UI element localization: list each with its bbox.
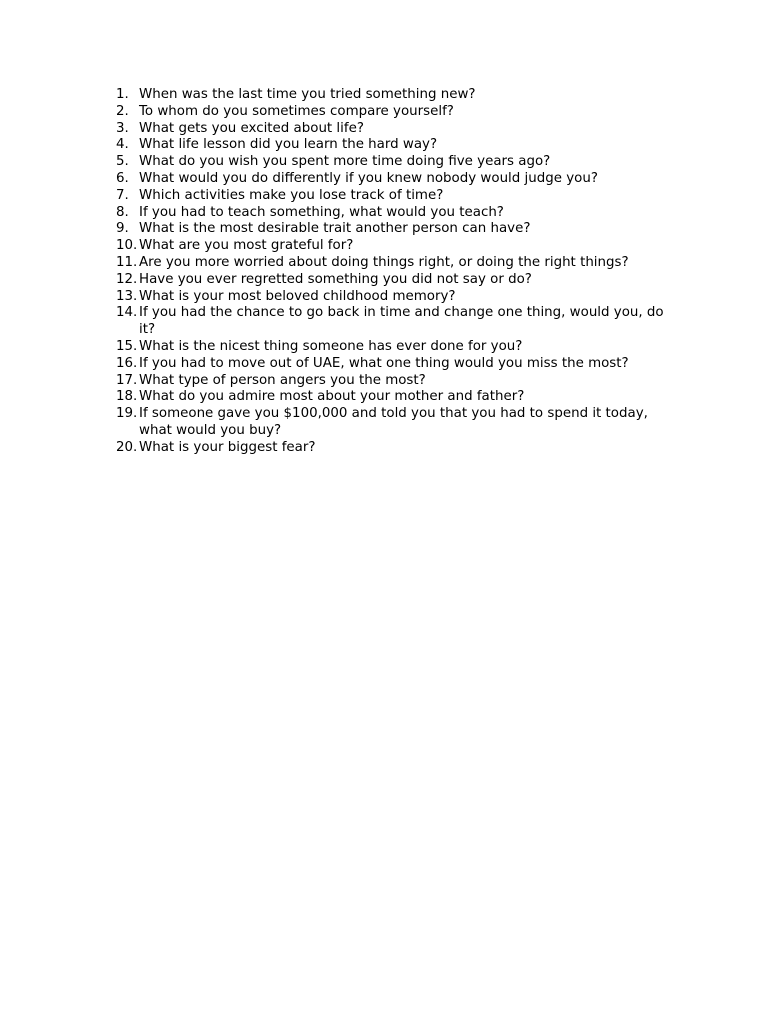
question-item-10 [116,238,676,255]
question-number: 15. [116,338,138,354]
question-item-19 [116,406,676,440]
question-text: What is the nicest thing someone has ever done for you? [139,338,523,354]
question-text: What type of person angers you the most? [139,372,426,388]
question-text: To whom do you sometimes compare yourself? [139,103,454,119]
question-text: What do you admire most about your mother and father? [139,389,525,405]
question-number: 1. [116,87,129,102]
question-number: 10. [116,238,138,254]
question-number: 18. [116,389,138,405]
question-number: 11. [116,254,138,270]
question-item-16 [116,356,676,373]
question-number: 4. [116,137,129,153]
question-text: If someone gave you $100,000 and told you that you had to spend it today, what would you buy? [139,406,648,438]
question-item-13 [116,289,676,306]
question-item-5 [116,154,676,171]
question-number: 14. [116,305,138,321]
question-item-15 [116,339,676,356]
question-item-4 [116,137,676,154]
question-text: What is the most desirable trait another person can have? [139,221,531,237]
question-number: 17. [116,372,138,388]
question-text: What would you do differently if you knew nobody would judge you? [139,170,598,186]
question-number: 7. [116,187,129,203]
question-text: If you had to teach something, what would you teach? [139,204,504,220]
question-item-20 [116,440,676,457]
question-number: 19. [116,406,138,422]
question-number: 12. [116,271,138,287]
question-item-2 [116,104,676,121]
question-item-7 [116,188,676,205]
question-item-8 [116,205,676,222]
question-item-17 [116,373,676,390]
question-number: 3. [116,120,129,136]
question-item-18 [116,389,676,406]
question-number: 5. [116,154,129,170]
question-list [116,87,676,457]
question-text: Which activities make you lose track of time? [139,187,444,203]
question-text: What are you most grateful for? [139,238,354,254]
question-item-14 [116,305,676,339]
question-number: 6. [116,170,129,186]
question-item-1 [116,87,676,104]
question-text: What is your most beloved childhood memory? [139,288,456,304]
question-text: What gets you excited about life? [139,120,364,136]
question-number: 2. [116,103,129,119]
question-number: 20. [116,439,138,455]
question-number: 8. [116,204,129,220]
question-number: 9. [116,221,129,237]
question-number: 13. [116,288,138,304]
question-item-3 [116,121,676,138]
question-item-9 [116,221,676,238]
question-text: What life lesson did you learn the hard way? [139,137,438,153]
question-text: Have you ever regretted something you did not say or do? [139,271,532,287]
question-number: 16. [116,355,138,371]
question-text: Are you more worried about doing things right, or doing the right things? [139,254,629,270]
question-text: When was the last time you tried something new? [139,87,476,102]
question-item-11 [116,255,676,272]
question-item-12 [116,272,676,289]
question-text: If you had to move out of UAE, what one thing would you miss the most? [139,355,629,371]
question-text: If you had the chance to go back in time and change one thing, would you, do it? [139,305,664,338]
question-text: What do you wish you spent more time doing five years ago? [139,154,551,170]
question-item-6 [116,171,676,188]
question-text: What is your biggest fear? [139,439,316,455]
